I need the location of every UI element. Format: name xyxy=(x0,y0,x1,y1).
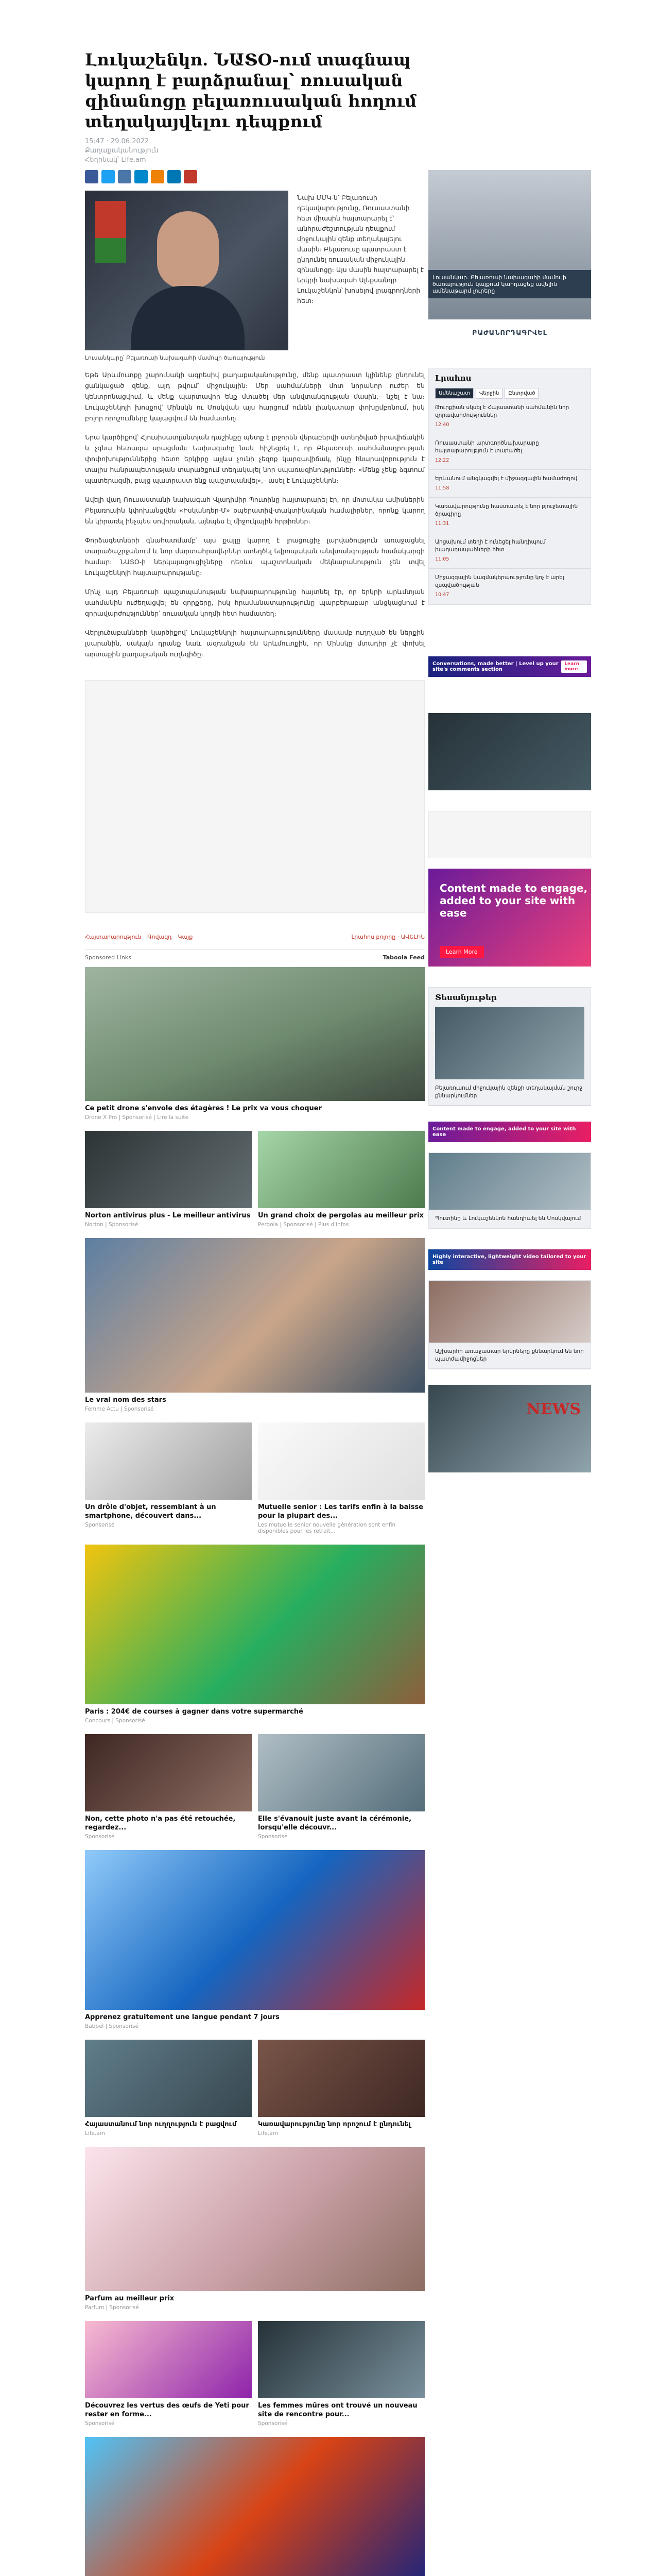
tab-selected[interactable]: Ընտրված xyxy=(505,388,539,399)
card-title: Mutuelle senior : Les tarifs enfin à la baisse pour la plupart des... xyxy=(258,1503,424,1520)
news-feed-title: Լրահոս xyxy=(435,374,472,383)
feed-brand[interactable]: Taboola Feed xyxy=(383,954,425,961)
subscribe-button[interactable]: ԲԱԺԱՆՈՐԴԱԳՐՎԵԼ xyxy=(472,329,547,337)
card-image xyxy=(85,1850,425,2010)
video-item-text: Բելառուսում միջուկային զենքի տեղակայման շուրջ քննարկումներ xyxy=(435,1085,583,1099)
learn-more-button[interactable]: Learn more xyxy=(561,660,587,673)
news-item[interactable] xyxy=(429,434,591,470)
strip-text: Content made to engage, added to your site with ease xyxy=(432,1126,576,1138)
ad-slot-blank xyxy=(428,811,591,858)
ad-tab[interactable]: Հայտարարություն xyxy=(85,934,142,940)
related-item[interactable] xyxy=(428,1280,591,1369)
telegram-share-icon[interactable] xyxy=(134,170,148,183)
news-banner[interactable] xyxy=(428,1385,591,1472)
card-title: Հայաստանում նոր ուղղություն է բացվում xyxy=(85,2121,237,2128)
news-item-time: 11:05 xyxy=(435,556,449,562)
vk-share-icon[interactable] xyxy=(118,170,131,183)
portrait-suit xyxy=(131,286,245,350)
feed-card[interactable] xyxy=(85,2437,425,2576)
article-intro: Նախ ՄՄԿ-ն՝ Բելառուսի ղեկավարությունը, Ռուսաստանի հետ միասին հայտարարել է՝ անհրաժեշտության դեպքում միջուկային զենք տեղակայելու մասին։ Բելառուսը պատրաստ է ընդունել ռուսական միջուկային զինանոցը։ Այս մասին հայտարարել է երկրի նախագահ Ալեքսանդր Լուկաշենկոն՝ խոսելով լրագրողների հետ։ xyxy=(297,194,424,304)
news-item[interactable] xyxy=(429,470,591,498)
feed-card[interactable] xyxy=(85,1238,425,1412)
feed-card[interactable] xyxy=(258,1131,425,1228)
feed-card[interactable] xyxy=(258,1422,425,1534)
card-title: Non, cette photo n'a pas été retouchée, regardez... xyxy=(85,1815,236,1832)
hero-image xyxy=(85,191,288,350)
card-image xyxy=(258,2040,425,2117)
main-column xyxy=(85,0,425,2576)
feed-row xyxy=(85,1422,425,1534)
odnoklassniki-share-icon[interactable] xyxy=(151,170,164,183)
feed-card[interactable] xyxy=(85,2040,252,2137)
card-source: Norton | Sponsorisé xyxy=(85,1222,138,1228)
drone-image xyxy=(85,967,425,1101)
feed-card[interactable] xyxy=(85,2321,252,2427)
sidebar-promo-text: Լուսանկար. Բելառուսի նախագահի մամուլի ծառայություն կայքում կարդացեք ավելին ամենաթարմ լուրերը xyxy=(428,270,591,298)
card-source: Life.am xyxy=(85,2130,105,2137)
tab-latest[interactable]: Վերջին xyxy=(476,388,503,399)
card-source: Pergola | Sponsorisé | Plus d'infos xyxy=(258,1222,349,1228)
tab-popular[interactable]: Ամենաշատ xyxy=(435,388,474,399)
article-meta xyxy=(85,137,425,165)
related-text: Աշխարհի առաջատար երկրները քննարկում են նոր պատժամիջոցներ xyxy=(429,1343,591,1369)
paragraph: Մինչ այդ Բելառուսի պաշտպանության նախարարությունը հայտնել էր, որ երկրի արևմտյան սահմանին ուժեղացվել են զորքերը, իսկ հրամանատարությունը պարբերաբար անցկացնում է զորավարժություններ՝ ռուսական կողմի հետ համատեղ։ xyxy=(85,588,425,617)
feed-card[interactable] xyxy=(85,1734,252,1840)
card-title: Un drôle d'objet, ressemblant à un smartphone, découvert dans... xyxy=(85,1503,216,1520)
paragraph: Ավելի վաղ Ռուսաստանի նախագահ Վլադիմիր Պուտինը հայտարարել էր, որ մոտակա ամիսներին Բելառուսին կփոխանցվեն «Իսկանդեր-Մ» օպերատիվ-տակտիկական համալիրներ, որոնք կարող են կիրառել ինչպես սովորական, այնպես էլ միջուկային հրթիռներ։ xyxy=(85,496,425,525)
card-source: Parfum | Sponsorisé xyxy=(85,2304,139,2311)
card-title: Elle s'évanouit juste avant la cérémonie, lorsqu'elle découvr... xyxy=(258,1815,412,1832)
article-author: Հեղինակ՝ Life.am xyxy=(85,156,146,164)
card-title: Norton antivirus plus - Le meilleur antivirus xyxy=(85,1212,251,1219)
video-widget xyxy=(428,987,591,1106)
card-source: Femme Actu | Sponsorisé xyxy=(85,1406,154,1412)
news-item-time: 11:58 xyxy=(435,485,449,491)
more-link[interactable]: Լրահոս բոլորը · ԱՎԵԼԻՆ xyxy=(351,934,425,940)
card-title: Apprenez gratuitement une langue pendant 7 jours xyxy=(85,2013,280,2021)
feed-row xyxy=(85,2040,425,2137)
ad-tab[interactable]: Կայք xyxy=(178,934,193,940)
feed-card[interactable] xyxy=(258,2040,425,2137)
video-widget-title: Տեսանյութեր xyxy=(435,993,497,1002)
news-logo: NEWS xyxy=(526,1400,581,1418)
feed-card[interactable] xyxy=(85,1850,425,2029)
card-title: Découvrez les vertus des œufs de Yeti pour rester en forme... xyxy=(85,2402,249,2418)
content-ad[interactable] xyxy=(428,869,591,967)
card-title: Paris : 204€ de courses à gagner dans votre supermarché xyxy=(85,1708,303,1716)
news-item[interactable] xyxy=(429,399,591,434)
card-source: Sponsorisé xyxy=(85,1834,115,1840)
ad-tabs-row xyxy=(85,934,425,940)
card-image xyxy=(85,2321,252,2398)
feed-card[interactable] xyxy=(258,1734,425,1840)
engage-ad-strip[interactable] xyxy=(428,1122,591,1142)
card-title: Կառավարությունը նոր որոշում է ընդունել xyxy=(258,2121,411,2128)
card-image xyxy=(258,1734,425,1811)
news-item-text: Ռուսաստանի արտգործնախարարը հայտարարություն է տարածել xyxy=(435,440,539,454)
strip-text: Conversations, made better | Level up your site's comments section xyxy=(432,661,559,672)
feed-card[interactable] xyxy=(85,967,425,1121)
article-title: Լուկաշենկո. ՆԱՏՕ-ում տագնապ կարող է բարձրանալ՝ ռուսական զինանոցը բելառուսական հողում տեղակայվելու դեպքում xyxy=(85,50,417,131)
card-image xyxy=(258,2321,425,2398)
article-body xyxy=(85,369,425,659)
linkedin-share-icon[interactable] xyxy=(167,170,181,183)
card-image xyxy=(85,1131,252,1208)
feed-card[interactable] xyxy=(258,2321,425,2427)
feed-card[interactable] xyxy=(85,1545,425,1724)
card-source: Les mutuelle senior nouvelle génération sont enfin disponibles pour les retrait... xyxy=(258,1522,396,1534)
article-category[interactable]: Քաղաքականություն xyxy=(85,147,159,155)
facebook-share-icon[interactable] xyxy=(85,170,98,183)
sponsored-label[interactable]: Sponsored Links xyxy=(85,954,131,961)
sidebar xyxy=(428,0,591,1472)
paragraph: Վերլուծաբանների կարծիքով՝ Լուկաշենկոյի հայտարարությունները մասամբ ուղղված են ներքին լսարանին, սակայն դրանք նաև ազդանշան են Արևմուտքին, որ Մինսկը մտադիր չէ փոխել արտաքին քաղաքական ուղեգիծը։ xyxy=(85,629,425,658)
video-item[interactable] xyxy=(429,1079,591,1106)
paragraph: Նրա կարծիքով՝ Հյուսիսատլանտյան դաշինքը պետք է լրջորեն վերաբերվի ստեղծված իրավիճակին և չգնա հետագա սրացման։ Նախագահը նաև հիշեցրել է, որ Բելառուսի սահմանադրության փոփոխություններից հետո երկիրը այլևս չունի չեզոք կարգավիճակ, ինչը հնարավորություն է տալիս հանրապետության տարածքում տեղակայել նոր սպառազինություններ։ «Մենք չենք ձգտում պատերազմի, բայց պատրաստ ենք պաշտպանվել»,– ասել է Լուկաշենկոն։ xyxy=(85,433,425,484)
card-title: Un grand choix de pergolas au meilleur prix xyxy=(258,1212,424,1219)
card-image xyxy=(85,2437,425,2576)
card-image xyxy=(85,1734,252,1811)
related-thumb xyxy=(429,1281,591,1343)
card-image xyxy=(85,2040,252,2117)
feed-row xyxy=(85,1734,425,1840)
card-source: Sponsorisé xyxy=(85,1522,115,1528)
card-title: Parfum au meilleur prix xyxy=(85,2295,175,2302)
card-title: Le vrai nom des stars xyxy=(85,1396,166,1404)
card-image xyxy=(85,1545,425,1704)
comments-ad-strip[interactable] xyxy=(428,656,591,677)
email-share-icon[interactable] xyxy=(184,170,197,183)
news-item-text: Թուրքիան սկսել է Հայաստանի սահմանին նոր զորավարժություններ xyxy=(435,404,569,418)
paragraph: Փորձագետների գնահատմամբ՝ այս քայլը կարող է լրացուցիչ լարվածություն առաջացնել տարածաշրջանում և նոր մարտահրավերներ ստեղծել եվրոպական անվտանգության համակարգի համար։ ՆԱՏՕ-ի ներկայացուցիչները դեռևս պաշտոնական մեկնաբանություն չեն տվել Լուկաշենկոյի հայտարարությանը։ xyxy=(85,536,425,577)
flag-shape xyxy=(95,201,126,263)
ad-slot-blank xyxy=(85,680,425,913)
news-item[interactable] xyxy=(429,533,591,569)
feed-header xyxy=(85,950,425,961)
content-ad-button[interactable]: Learn More xyxy=(440,946,484,958)
video-ad-strip[interactable] xyxy=(428,1249,591,1270)
news-feed-widget xyxy=(428,368,591,605)
article-date: 15:47 · 29.06.2022 xyxy=(85,138,149,145)
news-item-time: 12:22 xyxy=(435,457,449,463)
feed-card[interactable] xyxy=(85,1422,252,1534)
card-source: Babbel | Sponsorisé xyxy=(85,2023,139,2029)
card-source: Sponsorisé xyxy=(85,2420,115,2427)
feed-card[interactable] xyxy=(85,2147,425,2311)
card-source: Concours | Sponsorisé xyxy=(85,1718,145,1724)
twitter-share-icon[interactable] xyxy=(101,170,115,183)
video-thumb[interactable] xyxy=(435,1007,584,1079)
related-item[interactable] xyxy=(428,1153,591,1229)
article-top xyxy=(85,191,425,350)
news-item[interactable] xyxy=(429,498,591,533)
card-title: Ce petit drone s'envole des étagères ! Le prix va vous choquer xyxy=(85,1105,322,1112)
news-item-text: Կառավարությունը հաստատել է նոր բյուջետային ծրագիրը xyxy=(435,503,578,517)
card-image xyxy=(85,1238,425,1393)
related-text: Պուտինը և Լուկաշենկոն հանդիպել են Մոսկվայում xyxy=(429,1210,591,1228)
share-bar xyxy=(85,170,425,183)
news-item-time: 11:31 xyxy=(435,521,449,527)
paragraph: Եթե Արևմուտքը շարունակի ագրեսիվ քաղաքականությունը, մենք պատրաստ կլինենք ընդունել ցանկացած զենք, այդ թվում՝ միջուկային։ Մեր սահմանների մոտ նորանոր ուժեր են կենտրոնացվում, և մենք պարտավոր ենք մտածել մեր անվտանգության մասին,– նշել է նա։ Լուկաշենկոյի խոսքով՝ Մինսկն ու Մոսկվան այս հարցում ունեն լիակատար փոխըմբռնում, իսկ բոլոր որոշումները կայացվում են համատեղ։ xyxy=(85,371,425,422)
card-image xyxy=(85,1422,252,1500)
news-item[interactable] xyxy=(429,569,591,604)
feed-card[interactable] xyxy=(85,1131,252,1228)
card-source: Sponsorisé xyxy=(258,1834,288,1840)
news-feed-tabs xyxy=(429,388,591,399)
feed-row xyxy=(85,1131,425,1228)
content-ad-text: Content made to engage, added to your site with ease xyxy=(440,882,588,919)
ad-tab[interactable]: Գովազդ xyxy=(147,934,172,940)
card-source: Life.am xyxy=(258,2130,278,2137)
related-thumb xyxy=(429,1153,591,1210)
card-title: Les femmes mûres ont trouvé un nouveau site de rencontre pour... xyxy=(258,2402,418,2418)
card-image xyxy=(258,1131,425,1208)
card-image xyxy=(85,2147,425,2291)
card-source: Sponsorisé xyxy=(258,2420,288,2427)
card-source: Drone X Pro | Sponsorisé | Lire la suite xyxy=(85,1114,189,1121)
video-ad[interactable] xyxy=(428,713,591,790)
strip-text: Highly interactive, lightweight video tailored to your site xyxy=(432,1254,586,1265)
news-item-text: Միջազգային կազմակերպությունը կոչ է արել զսպվածության xyxy=(435,574,564,588)
news-item-time: 10:47 xyxy=(435,592,449,598)
feed-row xyxy=(85,2321,425,2427)
news-item-text: Երևանում անցկացվել է միջազգային համաժողով xyxy=(435,476,578,482)
portrait-head xyxy=(157,211,219,289)
news-item-text: Արցախում տեղի է ունեցել հանդիպում խաղաղապահների հետ xyxy=(435,539,546,553)
image-caption: Լուսանկարը՝ Բելառուսի նախագահի մամուլի ծառայություն xyxy=(85,354,265,361)
card-image xyxy=(258,1422,425,1500)
news-item-time: 12:40 xyxy=(435,422,449,428)
